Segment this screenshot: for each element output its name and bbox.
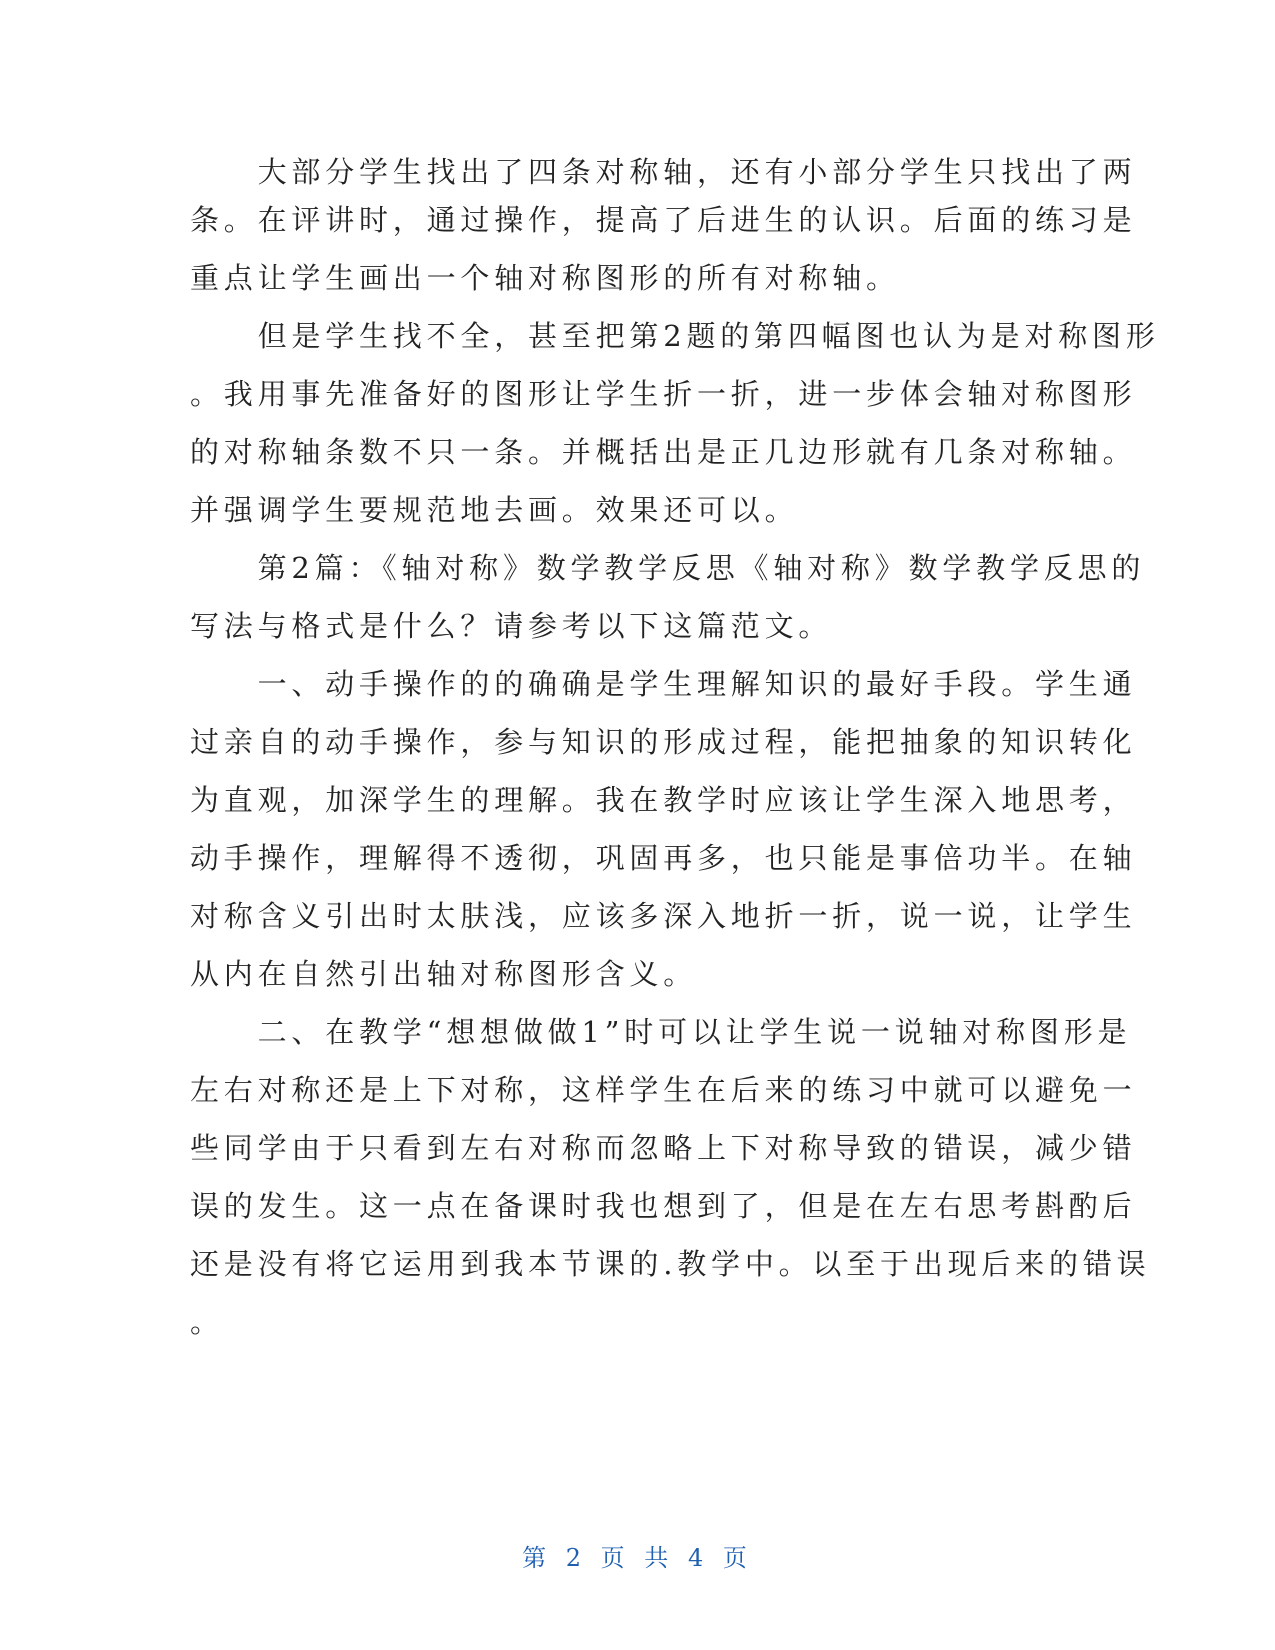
text-line: 左右对称还是上下对称，这样学生在后来的练习中就可以避免一 xyxy=(190,1073,1137,1107)
text-line: 。 xyxy=(190,1305,224,1339)
text-line: 从内在自然引出轴对称图形含义。 xyxy=(190,957,698,991)
page-number-footer: 第 2 页 共 4 页 xyxy=(522,1544,753,1572)
text-line: 条。在评讲时，通过操作，提高了后进生的认识。后面的练习是 xyxy=(190,203,1137,237)
text-line: 的对称轴条数不只一条。并概括出是正几边形就有几条对称轴。 xyxy=(190,435,1137,469)
text-line: 大部分学生找出了四条对称轴，还有小部分学生只找出了两 xyxy=(190,155,1137,189)
text-line: 但是学生找不全，甚至把第2题的第四幅图也认为是对称图形 xyxy=(190,319,1160,353)
text-line: 写法与格式是什么？请参考以下这篇范文。 xyxy=(190,609,833,643)
text-line: 一、动手操作的的确确是学生理解知识的最好手段。学生通 xyxy=(190,667,1137,701)
text-line: 对称含义引出时太肤浅，应该多深入地折一折，说一说，让学生 xyxy=(190,899,1137,933)
text-line: 还是没有将它运用到我本节课的.教学中。以至于出现后来的错误 xyxy=(190,1247,1151,1281)
text-line: 误的发生。这一点在备课时我也想到了，但是在左右思考斟酌后 xyxy=(190,1189,1137,1223)
text-line: 过亲自的动手操作，参与知识的形成过程，能把抽象的知识转化 xyxy=(190,725,1137,759)
text-line: 为直观，加深学生的理解。我在教学时应该让学生深入地思考， xyxy=(190,783,1137,817)
text-line: 第2篇：《轴对称》数学教学反思《轴对称》数学教学反思的 xyxy=(190,551,1146,585)
text-line: 动手操作，理解得不透彻，巩固再多，也只能是事倍功半。在轴 xyxy=(190,841,1137,875)
text-line: 重点让学生画出一个轴对称图形的所有对称轴。 xyxy=(190,261,900,295)
text-line: 并强调学生要规范地去画。效果还可以。 xyxy=(190,493,799,527)
text-line: 二、在教学“想想做做1”时可以让学生说一说轴对称图形是 xyxy=(190,1015,1132,1049)
text-line: 些同学由于只看到左右对称而忽略上下对称导致的错误，减少错 xyxy=(190,1131,1137,1165)
text-line: 。我用事先准备好的图形让学生折一折，进一步体会轴对称图形 xyxy=(190,377,1137,411)
